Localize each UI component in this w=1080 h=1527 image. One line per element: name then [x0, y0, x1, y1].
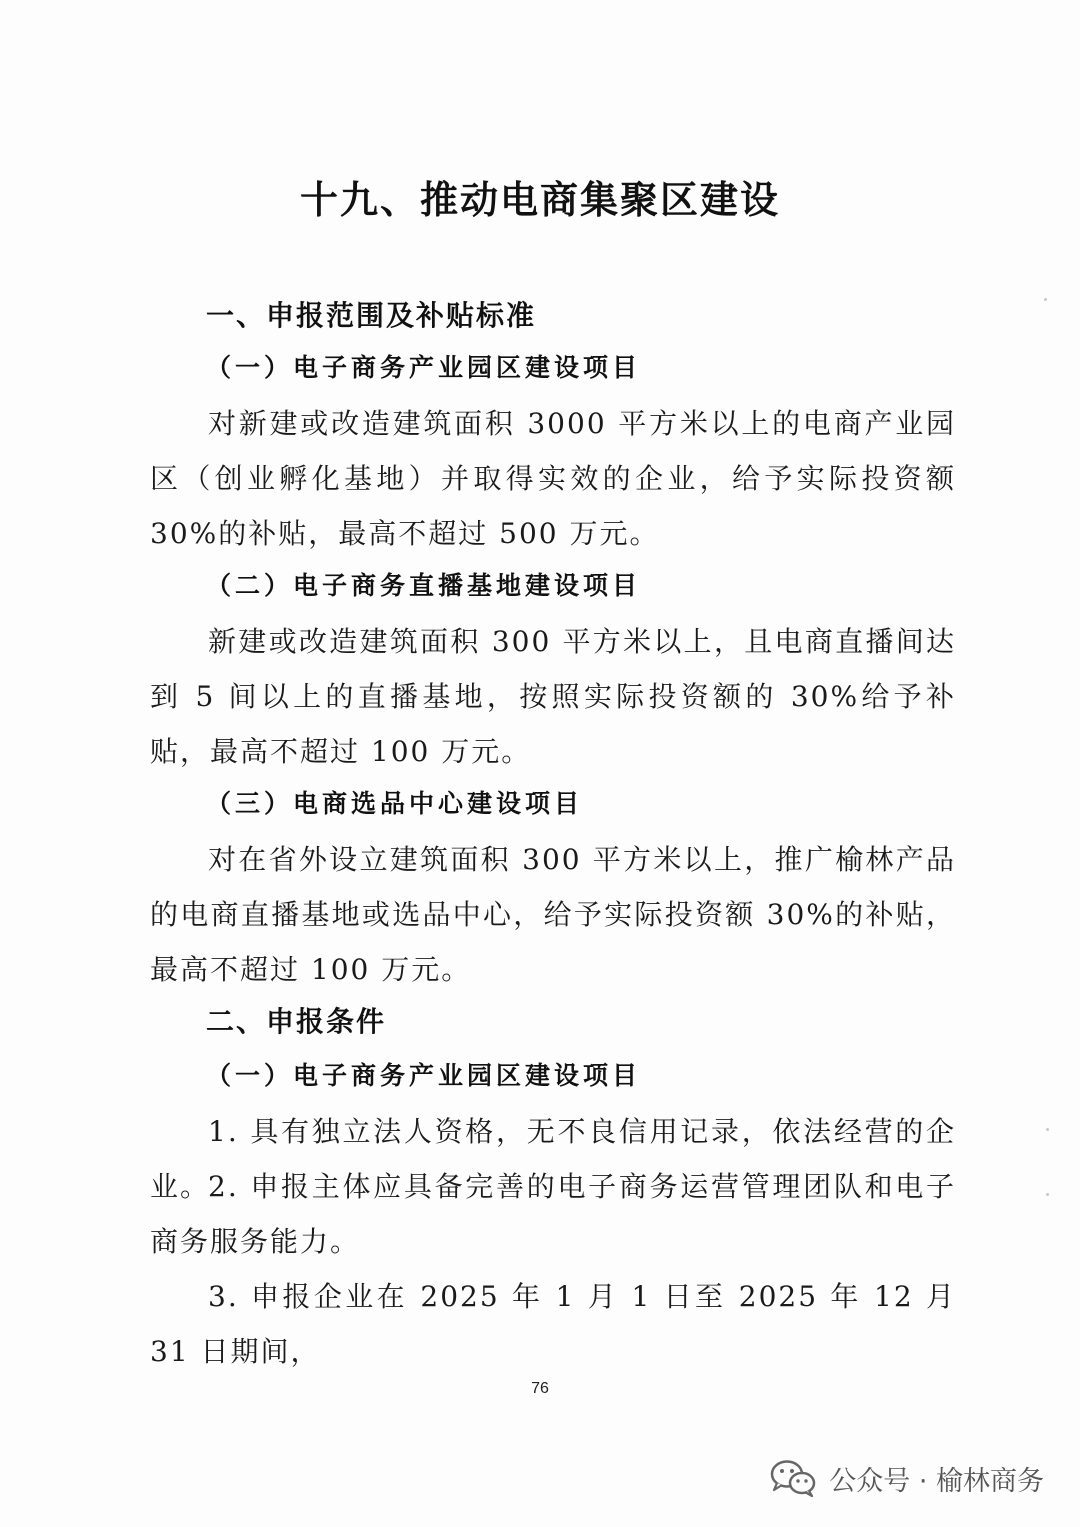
- scan-speck: [1046, 1193, 1049, 1196]
- section2-item-3: 3. 申报企业在 2025 年 1 月 1 日至 2025 年 12 月 31 日期间，: [150, 1280, 956, 1368]
- document-title: 十九、推动电商集聚区建设: [299, 177, 780, 222]
- wechat-icon: [769, 1458, 817, 1498]
- section1-sub3-heading: （三）电商选品中心建设项目: [206, 789, 584, 818]
- section1-sub2-text: 新建或改造建筑面积 300 平方米以上，且电商直播间达到 5 间以上的直播基地，按照实际投资额的 30%给予补贴，最高不超过 100 万元。: [150, 625, 956, 768]
- watermark: [769, 1458, 1044, 1498]
- scan-speck: [1046, 1128, 1049, 1131]
- section1-heading: 一、申报范围及补贴标准: [206, 299, 537, 332]
- page-number: 76: [531, 1380, 549, 1397]
- section1-sub1-heading: （一）电子商务产业园区建设项目: [206, 353, 642, 382]
- watermark-text: 公众号 · 榆林商务: [829, 1465, 1044, 1497]
- section2-sub1-heading: （一）电子商务产业园区建设项目: [206, 1061, 642, 1090]
- section1-sub3-text: 对在省外设立建筑面积 300 平方米以上，推广榆林产品的电商直播基地或选品中心，给予实际投资额 30%的补贴，最高不超过 100 万元。: [150, 843, 956, 986]
- section1-sub1-text: 对新建或改造建筑面积 3000 平方米以上的电商产业园区（创业孵化基地）并取得实效的企业，给予实际投资额 30%的补贴，最高不超过 500 万元。: [150, 407, 956, 550]
- section1-sub2-heading: （二）电子商务直播基地建设项目: [206, 571, 642, 600]
- section2-item-2: 2. 申报主体应具备完善的电子商务运营管理团队和电子商务服务能力。: [150, 1170, 956, 1258]
- section2-heading: 二、申报条件: [206, 1005, 387, 1038]
- section2-item-1: 1. 具有独立法人资格，无不良信用记录，依法经营的企业。: [150, 1115, 956, 1203]
- scan-speck: [1044, 298, 1047, 301]
